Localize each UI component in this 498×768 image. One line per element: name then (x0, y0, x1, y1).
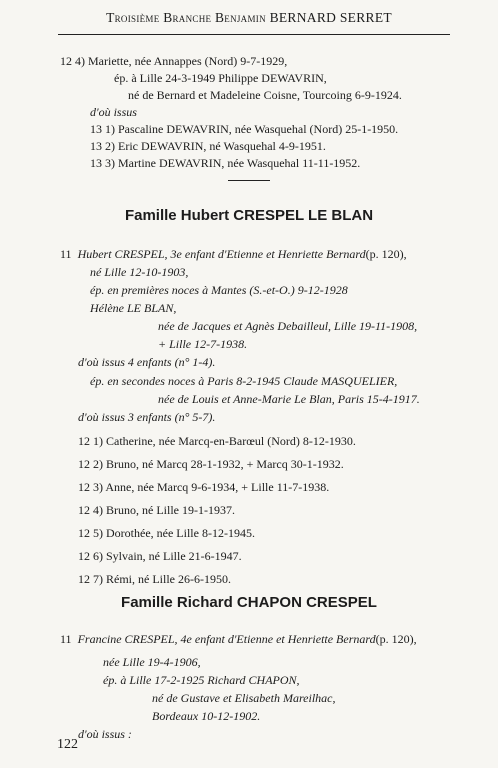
entry-line: d'où issus 3 enfants (n° 5-7). (78, 410, 216, 424)
child-entry: 12 4) Bruno, né Lille 19-1-1937. (78, 503, 235, 517)
entry-line: née de Jacques et Agnès Debailleul, Lille 19-11-1908, (158, 319, 418, 333)
entry-line: d'où issus 4 enfants (n° 1-4). (78, 355, 216, 369)
entry-line: ép. en premières noces à Mantes (S.-et-O.) 9-12-1928 (90, 283, 348, 297)
entry-line: Hélène LE BLAN, (90, 301, 177, 315)
entry-line: + Lille 12-7-1938. (158, 337, 248, 351)
entry-line: ép. en secondes noces à Paris 8-2-1945 Claude MASQUELIER, (90, 374, 398, 388)
header-branch: Troisième Branche Benjamin (106, 10, 266, 25)
intro-line (60, 247, 407, 261)
intro-text: Hubert CRESPEL, 3e enfant d'Etienne et Henriette Bernard (77, 247, 366, 261)
generation-number: 11 (60, 247, 72, 261)
family-title: Famille Hubert CRESPEL LE BLAN (124, 207, 374, 224)
header-name: BERNARD SERRET (269, 10, 392, 25)
intro-text: Francine CRESPEL, 4e enfant d'Etienne et Henriette Bernard (77, 632, 376, 646)
entry-line: né de Bernard et Madeleine Coisne, Tourcoing 6-9-1924. (128, 88, 402, 102)
entry-line: ép. à Lille 17-2-1925 Richard CHAPON, (103, 673, 300, 687)
entry-line: née de Louis et Anne-Marie Le Blan, Paris 15-4-1917. (158, 392, 420, 406)
header-rule (58, 34, 450, 35)
section-separator (228, 180, 270, 181)
child-entry: 12 6) Sylvain, né Lille 21-6-1947. (78, 549, 242, 563)
entry-line: Bordeaux 10-12-1902. (152, 709, 261, 723)
entry-line: 12 4) Mariette, née Annappes (Nord) 9-7-1929, (60, 54, 288, 68)
child-entry: 12 5) Dorothée, née Lille 8-12-1945. (78, 526, 255, 540)
page-number: 122 (57, 737, 78, 752)
entry-line: d'où issus : (78, 727, 132, 741)
entry-line: 13 3) Martine DEWAVRIN, née Wasquehal 11-11-1952. (90, 156, 361, 170)
entry-line: d'où issus (90, 105, 137, 119)
family-title: Famille Richard CHAPON CRESPEL (121, 594, 377, 611)
entry-line: 13 2) Eric DEWAVRIN, né Wasquehal 4-9-1951. (90, 139, 326, 153)
child-entry: 12 3) Anne, née Marcq 9-6-1934, + Lille 11-7-1938. (78, 480, 330, 494)
entry-line: né Lille 12-10-1903, (90, 265, 189, 279)
entry-line: né de Gustave et Elisabeth Mareilhac, (152, 691, 336, 705)
child-entry: 12 7) Rémi, né Lille 26-6-1950. (78, 572, 231, 586)
generation-number: 11 (60, 632, 72, 646)
entry-line: ép. à Lille 24-3-1949 Philippe DEWAVRIN, (114, 71, 327, 85)
page-ref: (p. 120), (375, 632, 417, 646)
intro-line (60, 632, 417, 646)
child-entry: 12 1) Catherine, née Marcq-en-Barœul (Nord) 8-12-1930. (78, 434, 356, 448)
page-ref: (p. 120), (365, 247, 407, 261)
running-header (0, 10, 498, 26)
entry-line: née Lille 19-4-1906, (103, 655, 201, 669)
entry-line: 13 1) Pascaline DEWAVRIN, née Wasquehal (Nord) 25-1-1950. (90, 122, 399, 136)
child-entry: 12 2) Bruno, né Marcq 28-1-1932, + Marcq 30-1-1932. (78, 457, 344, 471)
